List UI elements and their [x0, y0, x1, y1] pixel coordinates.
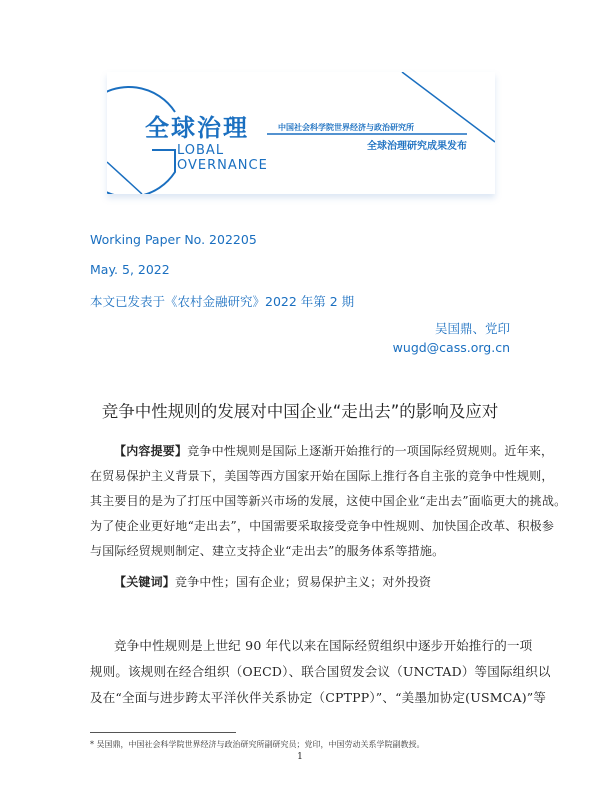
body-line: 及在“全面与进步跨太平洋伙伴关系协定（CPTPP）”、“美墨加协定(USMCA)”等 [90, 690, 547, 705]
abstract-line: 在贸易保护主义背景下，美国等西方国家开始在国际上推行各自主张的竞争中性规则， [90, 469, 554, 483]
logo-subtitle: 全球治理研究成果发布 [367, 141, 467, 152]
logo-en-line2: OVERNANCE [177, 158, 268, 173]
logo-en-line1: LOBAL [177, 143, 225, 158]
author-names: 吴国鼎、党印 [434, 321, 510, 336]
body-line: 规则。该规则在经合组织（OECD）、联合国贸发会议（UNCTAD）等国际组织以 [90, 664, 551, 679]
logo-cn-title: 全球治理 [145, 114, 249, 142]
working-paper-number: Working Paper No. 202205 [90, 232, 257, 247]
abstract-line: 与国际经贸规则制定、建立支持企业“走出去”的服务体系等措施。 [90, 544, 445, 558]
body-line: 竞争中性规则是上世纪 90 年代以来在国际经贸组织中逐步开始推行的一项 [114, 638, 533, 653]
abstract-label: 【内容提要】 [114, 444, 188, 458]
publication-note: 本文已发表于《农村金融研究》2022 年第 2 期 [90, 294, 355, 309]
author-email[interactable]: wugd@cass.org.cn [392, 340, 510, 355]
logo-institute: 中国社会科学院世界经济与政治研究所 [278, 122, 414, 132]
footnote-divider [90, 732, 236, 733]
page-number: 1 [297, 752, 303, 762]
abstract-line: 其主要目的是为了打压中国等新兴市场的发展，这使中国企业“走出去”面临更大的挑战。 [90, 494, 567, 508]
paper-date: May. 5, 2022 [90, 262, 170, 277]
keywords: 【关键词】竞争中性；国有企业；贸易保护主义；对外投资 [114, 575, 432, 589]
abstract-line: 为了使企业更好地“走出去”，中国需要采取接受竞争中性规则、加快国企改革、积极参 [90, 519, 555, 533]
global-governance-logo-banner [107, 72, 495, 194]
keywords-label: 【关键词】 [114, 575, 176, 589]
abstract-line: 【内容提要】竞争中性规则是国际上逐渐开始推行的一项国际经贸规则。近年来， [114, 444, 554, 458]
footnote: * 吴国鼎，中国社会科学院世界经济与政治研究所副研究员；党印，中国劳动关系学院副教授。 [90, 740, 425, 749]
paper-title: 竞争中性规则的发展对中国企业“走出去”的影响及应对 [101, 402, 499, 421]
